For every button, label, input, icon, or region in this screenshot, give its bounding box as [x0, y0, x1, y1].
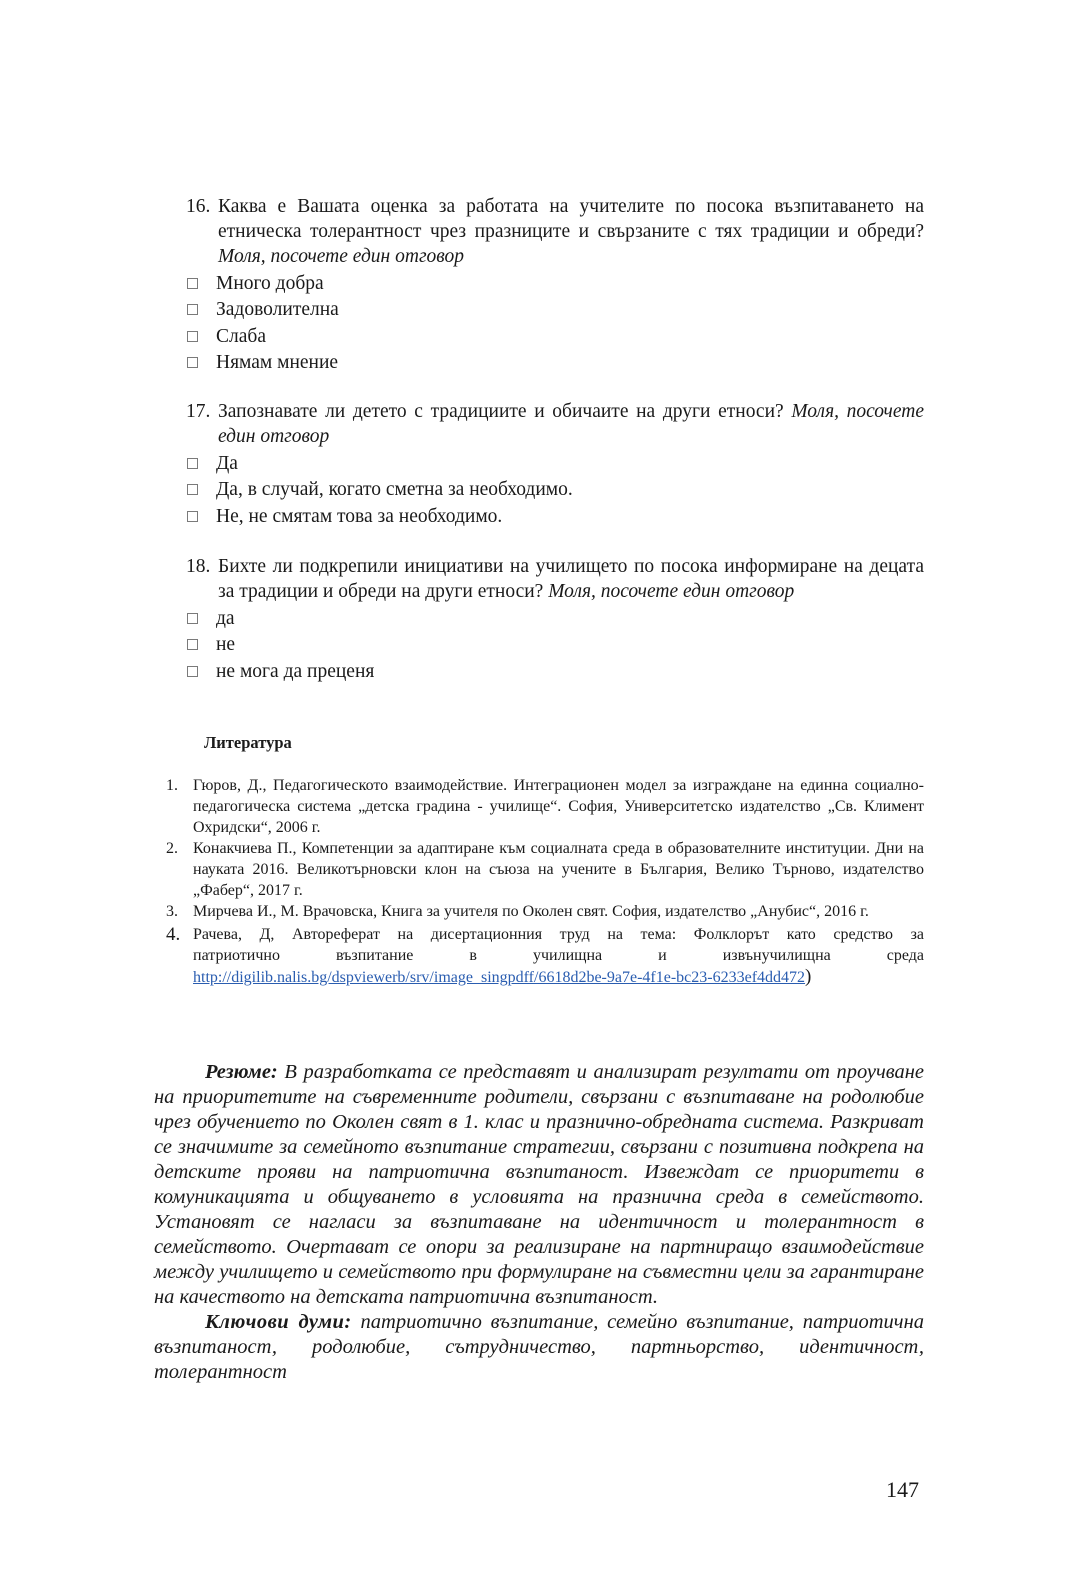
- checkbox-icon[interactable]: [187, 666, 198, 677]
- summary-paragraph: [154, 1060, 924, 1310]
- answer-option[interactable]: Слаба: [186, 323, 924, 350]
- answer-option[interactable]: Нямам мнение: [186, 350, 924, 377]
- reference-text: Конакчиева П., Компетенции за адаптиране към социалната среда в образователните институции. Дни на науката 2016. Великотърновски клон на съюза на учените в България, Велико Търново, издателство „Фабер“, 2017 г.: [193, 840, 924, 899]
- answer-option[interactable]: не мога да преценя: [186, 658, 924, 685]
- question-text: Каква е Вашата оценка за работата на учителите по посока възпитаването на етническа толерантност чрез празниците и свързаните с тях традиции и обреди? Моля, посочете един отговор: [218, 196, 924, 267]
- reference-text: Мирчева И., М. Врачовска, Книга за учителя по Околен свят. София, издателство „Анубис“, 2016 г.: [193, 903, 869, 920]
- keywords-paragraph: [154, 1310, 924, 1385]
- reference-item: [166, 901, 924, 922]
- answer-options: [186, 450, 924, 530]
- checkbox-icon[interactable]: [187, 357, 198, 368]
- answer-options: [186, 605, 924, 685]
- answer-option[interactable]: Не, не смятам това за необходимо.: [186, 503, 924, 530]
- summary-text: В разработката се представят и анализират резултати от проучване на приоритетите на съвременните родители, свързани с възпитаване на родолюбие чрез обучението по Околен свят в 1. клас и празнично-обредната система. Разкриват се значимите за семейното възпитание стратегии, свързани с позитивна подкрепа на детските прояви на патриотична възпитаност. Извеждат се приоритети в комуникацията и общуването в условията на празнична среда в семейството. Установят се нагласи за възпитаване на идентичност и толерантност в семейството. Очертават се опори за реализиране на партниращо взаимодействие между училището и семейството при формулиране на съвместни цели за гарантиране на качеството на детската патриотична възпитаност.: [154, 1061, 925, 1308]
- keywords-text: патриотично възпитание, семейно възпитание, патриотична възпитаност, родолюбие, сътрудничество, партньорство, идентичност, толерантност: [154, 1311, 925, 1383]
- answer-option[interactable]: Много добра: [186, 270, 924, 297]
- literature-heading: Литература: [204, 733, 292, 752]
- reference-list: [166, 775, 924, 988]
- checkbox-icon[interactable]: [187, 304, 198, 315]
- summary-section: [154, 1060, 924, 1385]
- answer-option[interactable]: Да, в случай, когато сметна за необходимо.: [186, 477, 924, 504]
- reference-item: [166, 924, 924, 988]
- question-17: [186, 399, 924, 530]
- answer-option[interactable]: не: [186, 632, 924, 659]
- reference-text: Рачева, Д, Автореферат на дисертационния труд на тема: Фолклорът като средство за: [193, 926, 924, 943]
- checkbox-icon[interactable]: [187, 613, 198, 624]
- question-instruction: Моля, посочете един отговор: [218, 401, 924, 447]
- reference-number: 2.: [166, 840, 178, 857]
- reference-item: [166, 838, 924, 901]
- reference-close-paren: ): [805, 966, 812, 987]
- reference-number: 3.: [166, 903, 178, 920]
- question-number: 16.: [186, 196, 211, 217]
- checkbox-icon[interactable]: [187, 639, 198, 650]
- checkbox-icon[interactable]: [187, 458, 198, 469]
- question-number: 17.: [186, 401, 211, 422]
- question-number: 18.: [186, 556, 211, 577]
- question-text: Бихте ли подкрепили инициативи на училището по посока информиране на децата за традиции и обреди на други етноси? Моля, посочете един отговор: [218, 556, 924, 602]
- reference-link[interactable]: http://digilib.nalis.bg/dspviewerb/srv/image_singpdff/6618d2be-9a7e-4f1e-bc23-6233ef4dd472: [193, 969, 806, 986]
- reference-number: 4.: [166, 924, 181, 945]
- checkbox-icon[interactable]: [187, 511, 198, 522]
- reference-text: патриотично възпитание в училищна и извънучилищна среда: [193, 947, 924, 964]
- question-16: [186, 194, 924, 376]
- question-instruction: Моля, посочете един отговор: [548, 581, 795, 602]
- answer-option[interactable]: да: [186, 605, 924, 632]
- checkbox-icon[interactable]: [187, 331, 198, 342]
- summary-label: Резюме:: [205, 1061, 278, 1083]
- reference-number: 1.: [166, 777, 178, 794]
- question-18: [186, 554, 924, 685]
- checkbox-icon[interactable]: [187, 484, 198, 495]
- question-instruction: Моля, посочете един отговор: [218, 246, 465, 267]
- page-number: 147: [886, 1477, 919, 1502]
- answer-options: [186, 270, 924, 376]
- answer-option[interactable]: Задоволителна: [186, 297, 924, 324]
- answer-option[interactable]: Да: [186, 450, 924, 477]
- checkbox-icon[interactable]: [187, 278, 198, 289]
- reference-item: [166, 775, 924, 838]
- question-text: Запознавате ли детето с традициите и обичаите на други етноси? Моля, посочете един отговор: [218, 401, 924, 447]
- keywords-label: Ключови думи:: [205, 1311, 352, 1333]
- reference-text: Гюров, Д., Педагогическото взаимодействие. Интеграционен модел за изграждане на единна социално-педагогическа система „детска градина - училище“. София, Университетско издателство „Св. Климент Охридски“, 2006 г.: [193, 777, 924, 836]
